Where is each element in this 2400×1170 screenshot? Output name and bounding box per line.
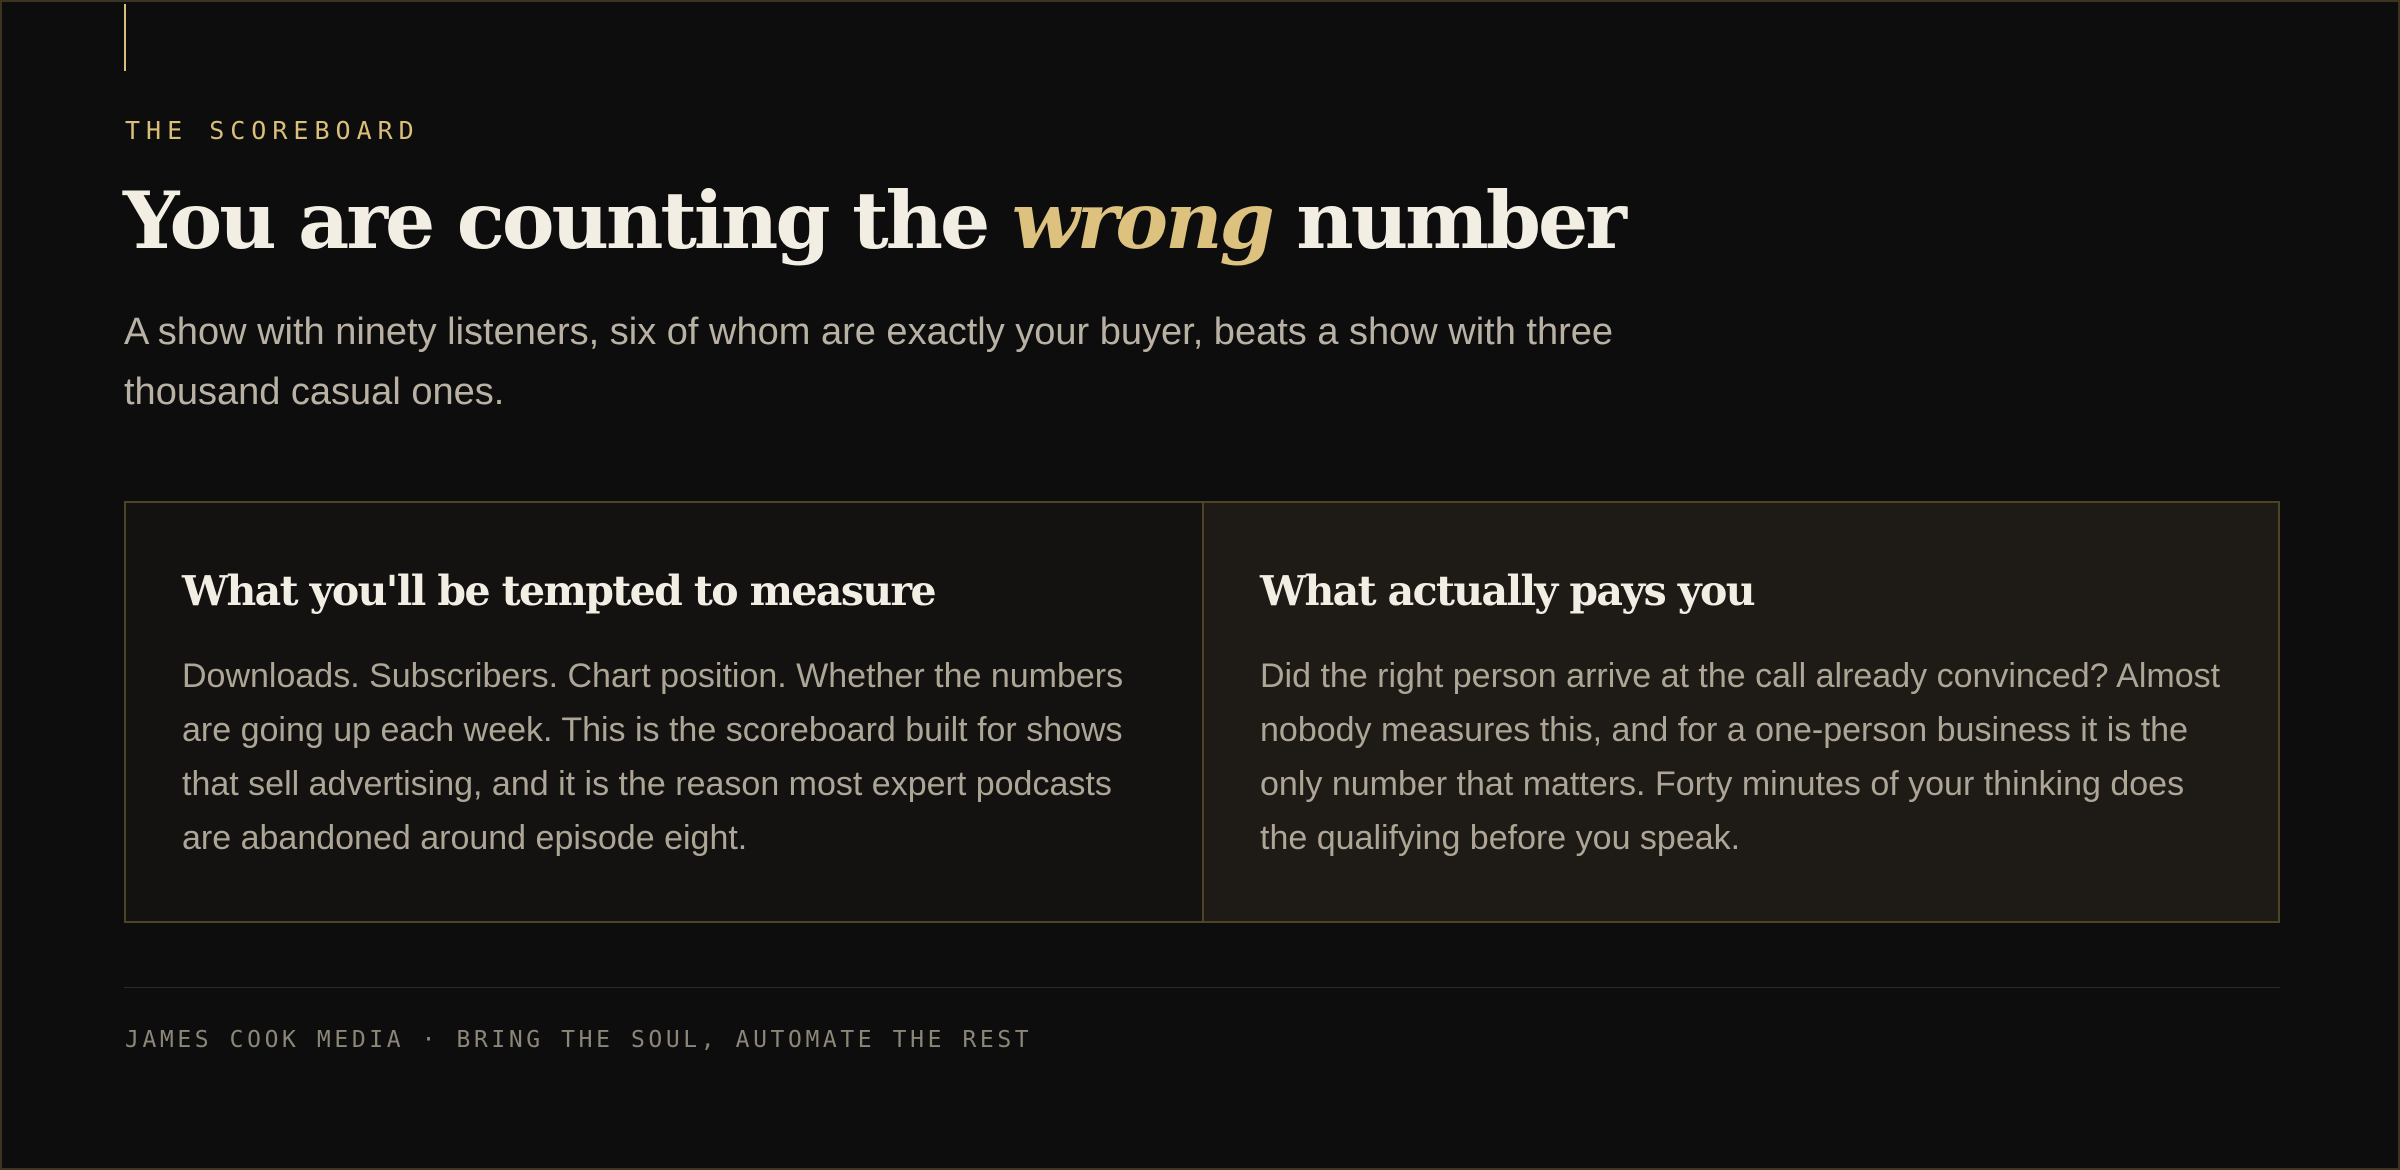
panel-paying-metric (1204, 503, 2278, 921)
title-lead: You are counting the (123, 174, 1012, 267)
panel-body: Did the right person arrive at the call already convinced? Almost nobody measures this, and for a one-person business it is the only number that matters. Forty minutes of your thinking does the qualifying before you speak. (1260, 657, 2221, 857)
footer-tagline: JAMES COOK MEDIA · BRING THE SOUL, AUTOMATE THE REST (125, 1027, 1033, 1053)
accent-rule (124, 4, 126, 71)
comparison-panels (124, 501, 2280, 923)
panel-tempted-metrics (126, 503, 1204, 921)
panel-body: Downloads. Subscribers. Chart position. Whether the numbers are going up each week. This is the scoreboard built for shows that sell advertising, and it is the reason most expert podcasts are abandoned around episode eight. (182, 657, 1124, 857)
section-eyebrow: THE SCOREBOARD (125, 116, 420, 145)
page-subtitle: A show with ninety listeners, six of whom are exactly your buyer, beats a show with three thousand casual ones. (124, 311, 1614, 413)
title-emphasis: wrong (1011, 174, 1272, 267)
footer-divider (124, 987, 2280, 988)
panel-heading: What you'll be tempted to measure (182, 567, 936, 615)
title-tail: number (1271, 174, 1624, 267)
page-title (123, 174, 1624, 269)
panel-heading: What actually pays you (1260, 567, 1754, 615)
